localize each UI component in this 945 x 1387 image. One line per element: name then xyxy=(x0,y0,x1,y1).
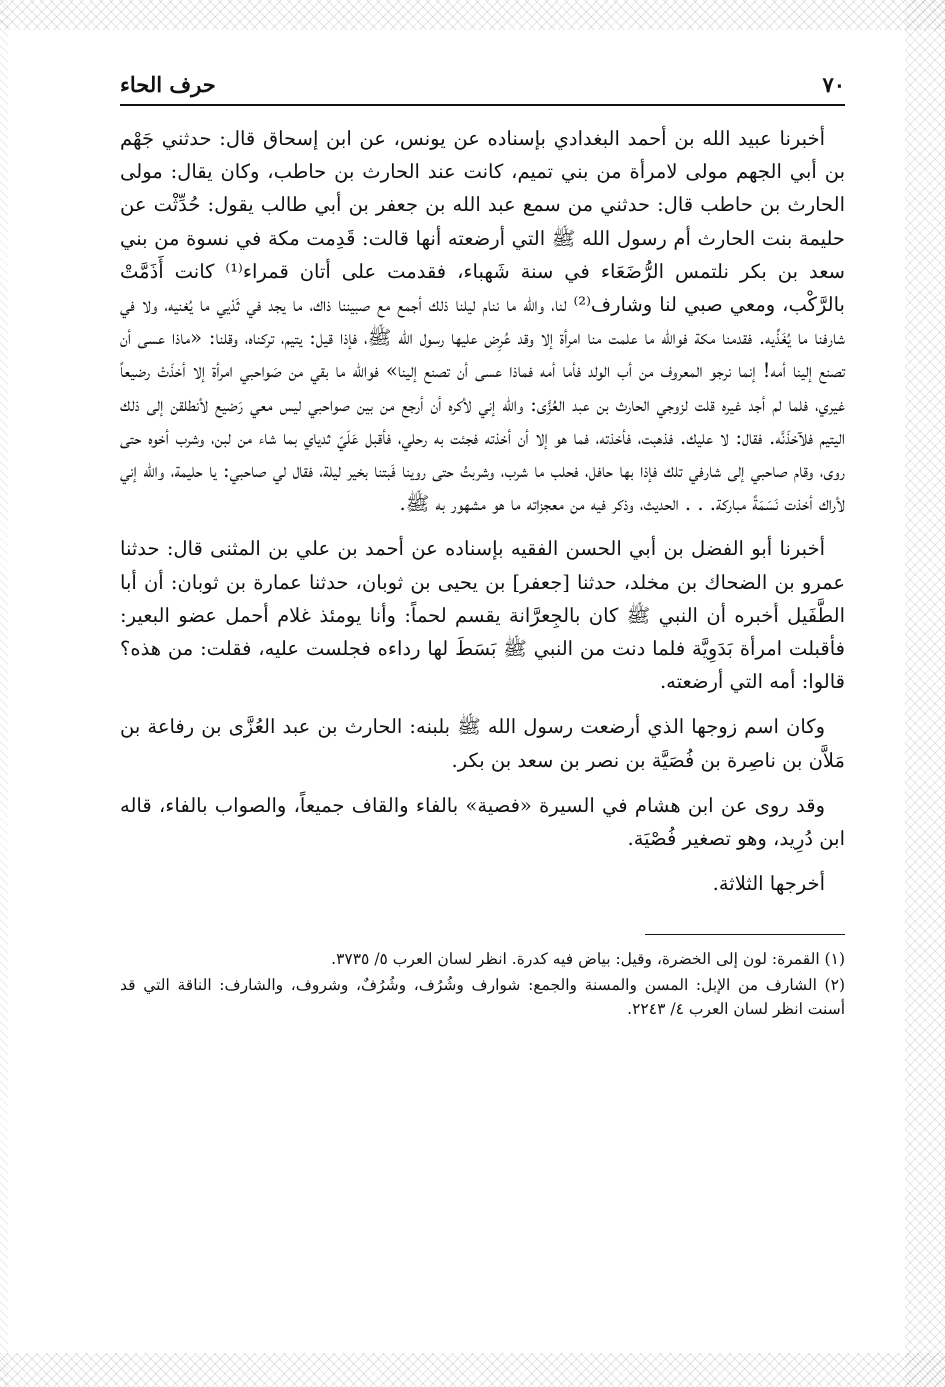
footnote-2: (٢) الشارف من الإبل: المسن والمسنة والجمع: شوارف وشُرُف، وشُرُفٌ، وشروف، والشارف: الناقة التي قد أسنت انظر لسان العرب ٤/ ٢٢٤٣. xyxy=(120,976,845,1019)
ornamental-border-top xyxy=(0,0,945,30)
footnote-separator xyxy=(645,934,845,935)
running-title: حرف الحاء xyxy=(120,72,216,97)
paragraph-ibn-hisham-note: وقد روى عن ابن هشام في السيرة «فصية» بالفاء والقاف جميعاً، والصواب بالفاء، قاله ابن دُرِيد، وهو تصغير فُصْيَة. xyxy=(120,793,845,851)
paragraph-halima-narration: أخبرنا عبيد الله بن أحمد البغدادي بإسناده عن يونس، عن ابن إسحاق قال: حدثني جَهْم بن أبي الجهم مولى لامرأة من بني تميم، كانت عند الحارث بن حاطب، وكان يقال: مولى الحارث بن حاطب قال: حدثني من سمع عبد الله بن جعفر بن أبي طالب يقول: حُدِّثْت عن حليمة بنت الحارث أم رسول الله ﷺ التي أرضعته أنها قالت: قَدِمت مكة في نسوة من بني سعد بن بكر نلتمس الرُّضَعَاء في سنة شَهباء، فقدمت على أتان قمراء⁽¹⁾ كانت أَذَمَّتْ بالرَّكْب، ومعي صبي لنا وشارف⁽²⁾ لنا، والله ما ننام ليلنا ذلك أجمع مع صبيننا ذاك، ما يجد في ثَدْيي ما يُغنيه، ولا في شارفنا ما يُغَذِّيه. فقدمنا مكة فوالله ما علمت منا امرأة إلا وقد عُرِض عليها رسول الله ﷺ، فإذا قيل: يتيم، تركناه، وقلنا: «ماذا عسى أن تصنع إلينا أمه! إنما نرجو المعروف من أب الولد فأما أمه فماذا عسى أن تصنع إلينا» فوالله ما بقي من صَواحبي امرأة إلا أخذَتْ رضيعاً غيري، فلما لم أجد غيره قلت لزوجي الحارث بن عبد العُزَّى: والله إني لأكره أن أرجع من بين صواحبي ليس معي رَضيع لأنطلقن إلى ذلك اليتيم فلآخذَنَّه. فقال: لا عليك. فذهبت، فأخذته، فما هو إلا أن أخذته فجئت به رحلي، فأقبل عَلَيّ ثدياي بما شاء من لبن، وشرب أخوه حتى روى، وقام صاحبي إلى شارفي تلك فإذا بها حافل، فحلب ما شرب، وشربتُ حتى روينا فَبتنا بخير ليلة، فقال لي صاحبي: يا حليمة، والله إني لأراك أخذت نَسَمَةً مباركة. . . الحديث، وذكر فيه من معجزاته ما هو مشهور به ﷺ. xyxy=(120,127,845,516)
paragraph-husband-name: وكان اسم زوجها الذي أرضعت رسول الله ﷺ بلبنه: الحارث بن عبد العُزَّى بن رفاعة بن مَلاَّن بن ناصِرة بن فُصَيَّة بن نصر بن سعد بن بكر. xyxy=(120,715,845,772)
book-page xyxy=(120,70,845,1023)
page-header xyxy=(120,70,845,106)
main-text xyxy=(120,122,845,900)
page-number: ٧٠ xyxy=(822,72,845,97)
ornamental-border-bottom xyxy=(0,1353,945,1387)
ornamental-border-left xyxy=(0,0,8,1387)
footnote-1: (١) القمرة: لون إلى الخضرة، وقيل: بياض فيه كدرة. انظر لسان العرب ٥/ ٣٧٣٥. xyxy=(331,950,845,969)
paragraph-abu-tufail-narration: أخبرنا أبو الفضل بن أبي الحسن الفقيه بإسناده عن أحمد بن علي بن المثنى قال: حدثنا عمرو بن الضحاك بن مخلد، حدثنا [جعفر] بن يحيى بن ثوبان، حدثنا عمارة بن ثوبان: أن أبا الطَّفَيل أخبره أن النبي ﷺ كان بالجِعرَّانة يقسم لحماً: وأنا يومئذ غلام أحمل عضو البعير: فأقبلت امرأة بَدَوِيَّة فلما دنت من النبي ﷺ بَسَطَ لها رداءه فجلست عليه، فقلت: من هذه؟ قالوا: أمه التي أرضعته. xyxy=(120,537,845,694)
ornamental-border-right xyxy=(905,0,945,1387)
footnotes xyxy=(120,947,845,1021)
paragraph-attribution: أخرجها الثلاثة. xyxy=(712,872,825,896)
